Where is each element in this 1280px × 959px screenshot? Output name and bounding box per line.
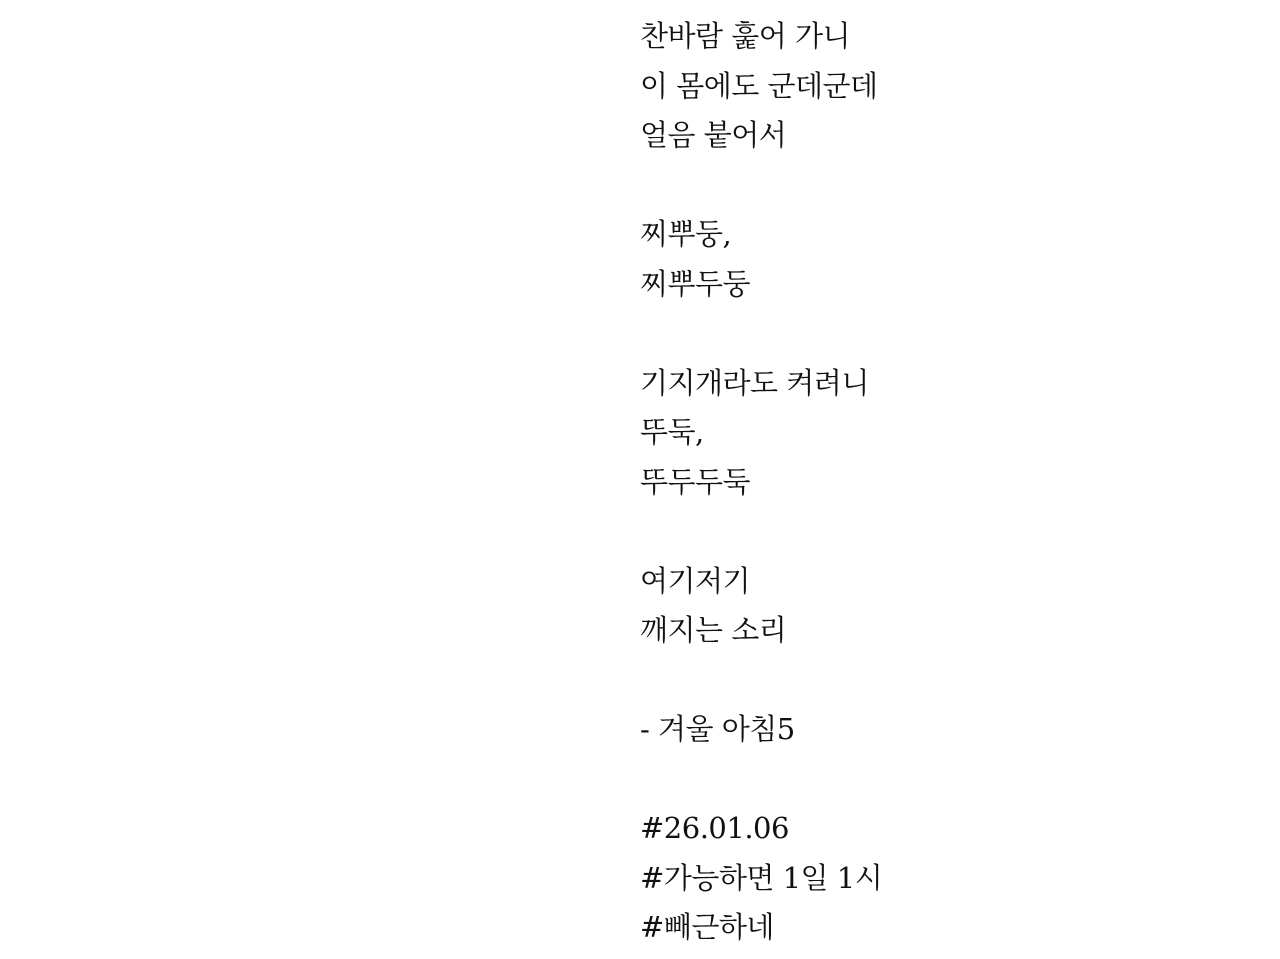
hashtag-date: #26.01.06 [640, 811, 789, 845]
poem-line: 이 몸에도 군데군데 [640, 68, 878, 103]
poem-line: 찌뿌둥, [640, 217, 732, 251]
poem-line: 찌뿌두둥 [640, 266, 751, 301]
poem-line: 깨지는 소리 [640, 613, 787, 647]
poem-line: 뚜두두둑 [640, 464, 751, 499]
poem-line: 뚜둑, [640, 415, 704, 449]
hashtag: #가능하면 1일 1시 [640, 860, 883, 895]
poem-title-signature: - 겨울 아침5 [640, 712, 795, 746]
poem-line: 얼음 붙어서 [640, 118, 787, 152]
stanza-break [640, 507, 1260, 557]
hashtag: #빼근하네 [640, 910, 774, 944]
stanza-break [640, 656, 1260, 706]
poem-line: 찬바람 훑어 가니 [640, 19, 851, 53]
poem-line: 여기저기 [640, 563, 751, 598]
stanza-break [640, 309, 1260, 359]
poem-line: 기지개라도 켜려니 [640, 365, 869, 400]
poem-text [640, 12, 1260, 953]
stanza-break [640, 161, 1260, 211]
stanza-break [640, 755, 1260, 805]
